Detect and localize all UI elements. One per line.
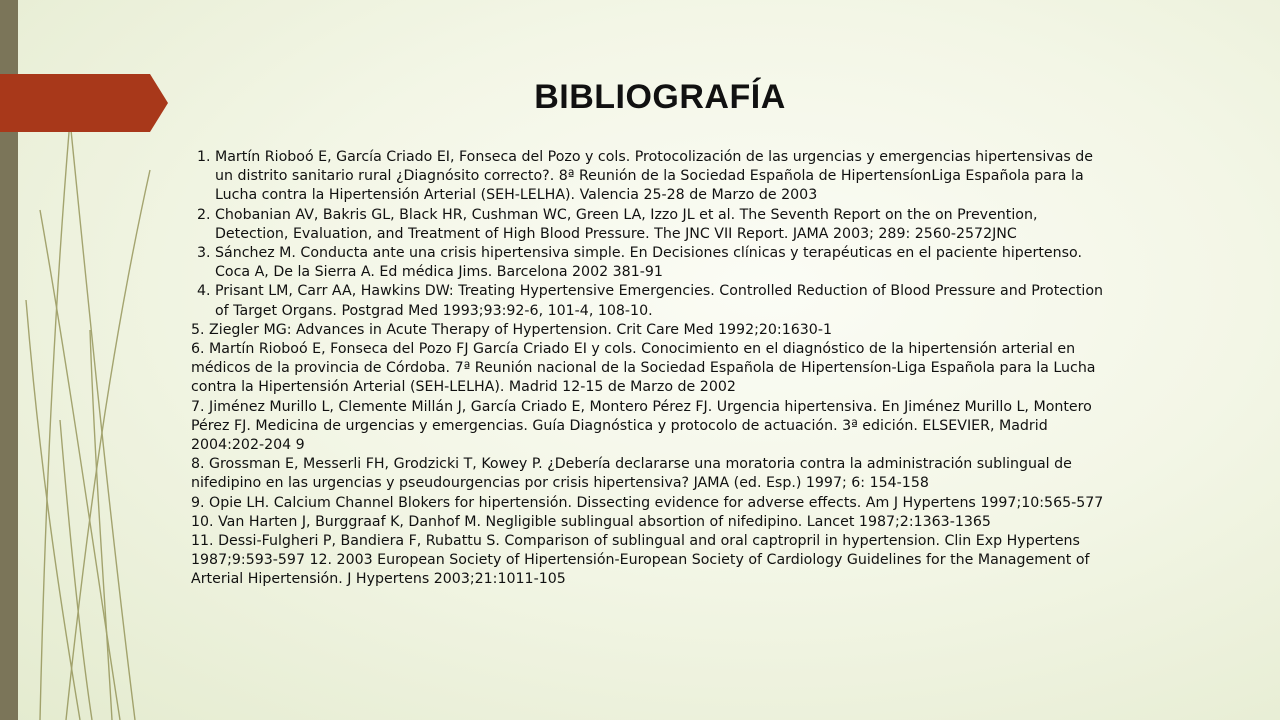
reference-paragraph: 9. Opie LH. Calcium Channel Blokers for hipertensión. Dissecting evidence for adverse effects. Am J Hypertens 1997;10:565-577 — [191, 494, 1104, 511]
page-title: BIBLIOGRAFÍA — [534, 78, 786, 116]
reference-paragraph: 10. Van Harten J, Burggraaf K, Danhof M. Negligible sublingual absortion of nifedipino. Lancet 1987;2:1363-1365 — [191, 513, 991, 530]
numbered-reference-list — [191, 148, 1106, 321]
bibliography-content — [191, 148, 1106, 590]
reference-paragraph: 11. Dessi-Fulgheri P, Bandiera F, Rubattu S. Comparison of sublingual and oral captropril in hypertension. Clin Exp Hypertens 1987;9:593-597 12. 2003 European Society of Hipertensión-European Society of Cardiology Guidelines for the Management of Arterial Hipertensión. J Hypertens 2003;21:1011-105 — [191, 533, 1090, 588]
reference-paragraph: 6. Martín Rioboó E, Fonseca del Pozo FJ García Criado EI y cols. Conocimiento en el diagnóstico de la hipertensión arterial en médicos de la provincia de Córdoba. 7ª Reunión nacional de la Sociedad Española de Hipertensíon-Liga Española para la Lucha contra la Hipertensión Arterial (SEH-LELHA). Madrid 12-15 de Marzo de 2002 — [191, 341, 1096, 396]
reference-item: 2. Chobanian AV, Bakris GL, Black HR, Cushman WC, Green LA, Izzo JL et al. The Seventh Report on the on Prevention, Detection, Evaluation, and Treatment of High Blood Pressure. The JNC VII Report. JAMA 2003; 289: 2560-2572JNC — [215, 206, 1106, 244]
reference-item: 4. Prisant LM, Carr AA, Hawkins DW: Treating Hypertensive Emergencies. Controlled Reduction of Blood Pressure and Protection of Target Organs. Postgrad Med 1993;93:92-6, 101-4, 108-10. — [215, 282, 1106, 320]
reference-item: 1. Martín Rioboó E, García Criado EI, Fonseca del Pozo y cols. Protocolización de las urgencias y emergencias hipertensivas de un distrito sanitario rural ¿Diagnósito correcto?. 8ª Reunión de la Sociedad Española de HipertensíonLiga Española para la Lucha contra la Hipertensión Arterial (SEH-LELHA). Valencia 25-28 de Marzo de 2003 — [215, 148, 1106, 206]
title-arrow-shape — [0, 74, 170, 132]
reference-paragraph: 5. Ziegler MG: Advances in Acute Therapy of Hypertension. Crit Care Med 1992;20:1630-1 — [191, 321, 832, 338]
reference-paragraph: 8. Grossman E, Messerli FH, Grodzicki T, Kowey P. ¿Debería declararse una moratoria contra la administración sublingual de nifedipino en las urgencias y pseudourgencias por crisis hipertensiva? JAMA (ed. Esp.) 1997; 6: 154-158 — [191, 456, 1072, 492]
reference-paragraph: 7. Jiménez Murillo L, Clemente Millán J, García Criado E, Montero Pérez FJ. Urgencia hipertensiva. En Jiménez Murillo L, Montero Pérez FJ. Medicina de urgencias y emergencias. Guía Diagnóstica y protocolo de actuación. 3ª edición. ELSEVIER, Madrid 2004:202-204 9 — [191, 398, 1092, 454]
reference-item: 3. Sánchez M. Conducta ante una crisis hipertensiva simple. En Decisiones clínicas y terapéuticas en el paciente hipertenso. Coca A, De la Sierra A. Ed médica Jims. Barcelona 2002 381-91 — [215, 244, 1106, 282]
